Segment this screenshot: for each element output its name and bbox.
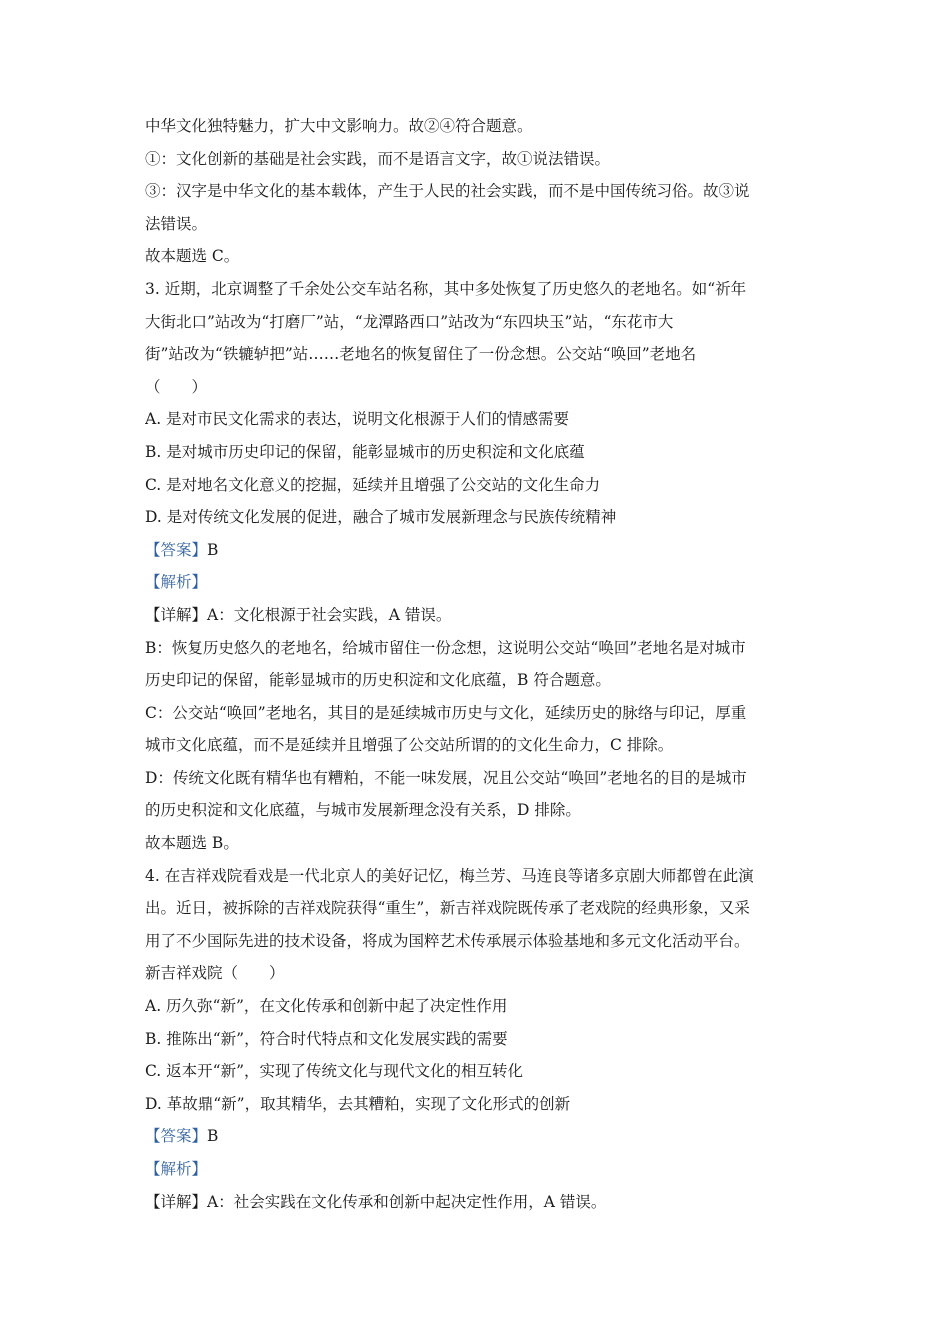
q4-stem-line-3: 用了不少国际先进的技术设备，将成为国粹艺术传承展示体验基地和多元文化活动平台。 [145, 931, 750, 950]
q4-option-c: C. 返本开“新”，实现了传统文化与现代文化的相互转化 [145, 1062, 524, 1081]
q3-analysis-tag: 【解析】 [145, 573, 208, 592]
q3-stem-line-2: 大街北口”站改为“打磨厂”站，“龙潭路西口”站改为“东四块玉”站，“东花市大 [145, 312, 674, 331]
q4-stem-line-1: 4. 在吉祥戏院看戏是一代北京人的美好记忆，梅兰芳、马连良等诸多京剧大师都曾在此演 [145, 866, 754, 885]
document-page [145, 110, 810, 1218]
q4-analysis [145, 1153, 810, 1186]
q3-detail-a [145, 599, 810, 632]
q3-option-b: B. 是对城市历史印记的保留，能彰显城市的历史积淀和文化底蕴 [145, 442, 585, 461]
q3-analysis [145, 566, 810, 599]
q4-stem-line-2: 出。近日，被拆除的吉祥戏院获得“重生”，新吉祥戏院既传承了老戏院的经典形象，又采 [145, 899, 750, 918]
q3-detail-b-line-1: B：恢复历史悠久的老地名，给城市留住一份念想，这说明公交站“唤回”老地名是对城市 [145, 638, 746, 657]
q3-detail-tag: 【详解】 [145, 605, 208, 624]
q4-answer [145, 1120, 810, 1153]
q3-conclusion: 故本题选 B。 [145, 834, 239, 853]
q4-option-a: A. 历久弥“新”，在文化传承和创新中起了决定性作用 [145, 997, 508, 1016]
q3-answer-value: B [207, 540, 219, 559]
q3-option-d: D. 是对传统文化发展的促进，融合了城市发展新理念与民族传统精神 [145, 508, 617, 527]
prev-explanation-line: 中华文化独特魅力，扩大中文影响力。故②④符合题意。 [145, 117, 533, 135]
q3-detail-d-line-2: 的历史积淀和文化底蕴，与城市发展新理念没有关系，D 排除。 [145, 801, 581, 820]
q4-detail-a [145, 1186, 810, 1219]
q3-detail-c-line-2: 城市文化底蕴，而不是延续并且增强了公交站所谓的的文化生命力，C 排除。 [145, 736, 674, 755]
q3-detail-b-line-2: 历史印记的保留，能彰显城市的历史积淀和文化底蕴，B 符合题意。 [145, 671, 611, 690]
q3-detail-d-line-1: D：传统文化既有精华也有糟粕，不能一味发展，况且公交站“唤回”老地名的目的是城市 [145, 768, 747, 787]
q4-detail-tag: 【详解】 [145, 1192, 208, 1211]
q3-detail-c-line-1: C：公交站“唤回”老地名，其目的是延续城市历史与文化，延续历史的脉络与印记，厚重 [145, 703, 747, 722]
prev-explanation-item-1: ①：文化创新的基础是社会实践，而不是语言文字，故①说法错误。 [145, 149, 611, 168]
q4-answer-tag: 【答案】 [145, 1127, 208, 1146]
q4-detail-a-text: A：社会实践在文化传承和创新中起决定性作用，A 错误。 [207, 1192, 607, 1211]
q4-option-d: D. 革故鼎“新”，取其精华，去其糟粕，实现了文化形式的创新 [145, 1094, 571, 1113]
q3-stem-line-1: 3. 近期，北京调整了千余处公交车站名称，其中多处恢复了历史悠久的老地名。如“祈年 [145, 279, 747, 298]
prev-explanation-item-3-cont: 法错误。 [145, 214, 208, 233]
q4-analysis-tag: 【解析】 [145, 1160, 208, 1178]
q3-answer-tag: 【答案】 [145, 540, 208, 559]
q4-answer-value: B [207, 1127, 219, 1146]
q4-stem-line-4: 新吉祥戏院（ ） [145, 964, 285, 983]
q3-answer [145, 534, 810, 567]
q3-detail-a-text: A：文化根源于社会实践，A 错误。 [207, 605, 452, 624]
q3-option-a: A. 是对市民文化需求的表达，说明文化根源于人们的情感需要 [145, 410, 570, 429]
prev-explanation-item-3: ③：汉字是中华文化的基本载体，产生于人民的社会实践，而不是中国传统习俗。故③说 [145, 182, 750, 201]
q3-stem-line-4: （ ） [145, 377, 208, 396]
q3-stem-line-3: 街”站改为“铁辘轳把”站……老地名的恢复留住了一份念想。公交站“唤回”老地名 [145, 345, 697, 364]
prev-conclusion: 故本题选 C。 [145, 247, 240, 266]
q4-option-b: B. 推陈出“新”，符合时代特点和文化发展实践的需要 [145, 1029, 508, 1048]
q3-option-c: C. 是对地名文化意义的挖掘，延续并且增强了公交站的文化生命力 [145, 475, 601, 494]
